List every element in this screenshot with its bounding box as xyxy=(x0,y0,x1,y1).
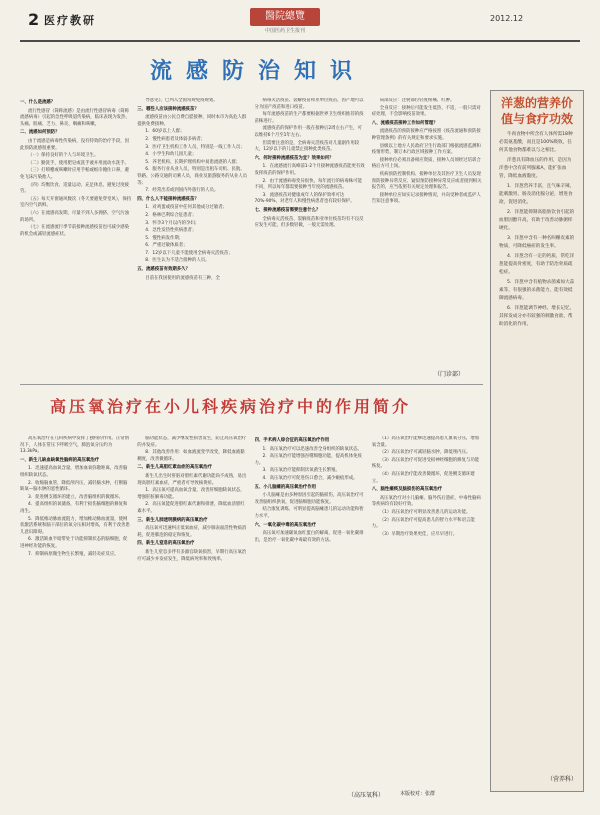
subheading: 六、何时接种流感疫苗为宜？效果如何？ xyxy=(254,155,334,161)
paragraph: 由于流感是病毒性传染病，没有特效的治疗手段，因此预防流感很重要。 xyxy=(20,138,129,151)
sidebar-paragraph: 牛肉食物中所含有人体所需18种必需氨基酸，而且是100%吸收，任何其他食物都难以与之相比。 xyxy=(499,132,573,153)
subheading: 七、接种流感疫苗需要注意什么？ xyxy=(254,207,321,213)
page-header xyxy=(0,0,600,44)
subheading: 一、什么是流感？ xyxy=(20,100,56,105)
paragraph: 8．其他改善作用：如血液流变学改变，降低血液黏稠度，改善微循环。 xyxy=(137,450,245,462)
paragraph: 每年流感疫苗的生产都要根据世界卫生组织推荐的疫苗株进行。 xyxy=(254,112,364,124)
paragraph: 4．急性发热性疾病患者； xyxy=(145,228,197,234)
paragraph: 目前在我国使用的流感疫苗有三种，全 xyxy=(145,275,220,281)
paragraph: 3．怀孕3个月以内的孕妇； xyxy=(145,220,200,226)
paragraph: （1）高压氧治疗可明显改善患儿的运动功能。 xyxy=(379,509,471,515)
paragraph: 脑功能状态，减少继发性损害发生，防止高压氧治疗的并发症。 xyxy=(137,436,247,448)
paragraph: （2）高压氧治疗可提高患儿的智力水平和语言能力。 xyxy=(371,517,475,530)
paragraph: （四）均衡饮食、适量运动、充足休息，避免过度疲劳。 xyxy=(20,182,129,195)
paragraph: 新生儿窒息多伴有多器官缺氧损害，早期行高压氧治疗可减少并发症发生，降低病死率和致残率。 xyxy=(137,549,247,562)
paragraph: 2．高压氧能促进胆红素代谢和排泄，降低血清胆红素水平。 xyxy=(137,502,245,514)
article-2-title: 高压氧治疗在小儿科疾病治疗中的作用简介 xyxy=(50,397,412,416)
article-2-col-2 xyxy=(137,436,248,796)
issue-date: 2012.12 xyxy=(490,14,524,23)
article-2-banner xyxy=(20,390,483,424)
paragraph: 3．高压氧治疗能抑制厌氧菌生长繁殖。 xyxy=(262,468,340,474)
subheading: 八、流感疫苗接种工作如何管理？ xyxy=(371,120,438,126)
paragraph: 流感疫苗的预防接种应严格按照《疫苗流通和预防接种管理条例》的有关规定和要求实施。 xyxy=(371,129,481,141)
article-1-col-1 xyxy=(20,98,131,374)
subheading: 四、什么人不能接种流感疫苗？ xyxy=(137,196,199,202)
paragraph: （五）每天开窗通风数次（冬天要避免穿堂风），保持室内空气新鲜。 xyxy=(20,196,132,209)
paragraph: 结合康复训练，可明显提高脑瘫患儿的运动功能和智力水平。 xyxy=(254,507,364,519)
article-1-col-2 xyxy=(137,98,248,374)
section-title: 医疗教研 xyxy=(44,14,96,27)
header-rule xyxy=(20,40,580,42)
paragraph: 2．由于流感病毒变异很快，每年流行的病毒株可能不同，所以每年都需要接种当年度的流感疫苗。 xyxy=(254,178,362,191)
article-1-col-3 xyxy=(255,98,366,374)
paragraph: 6．严重过敏体质者； xyxy=(145,243,188,249)
paragraph: 全病毒灭活疫苗、裂解疫苗和亚单位疫苗均有不良反应发生可能，但多数轻微，一般无需处理。 xyxy=(254,216,364,229)
paragraph: 6．激活缺血半暗带处于功能抑制状态的脑细胞，促进神经功能的恢复。 xyxy=(20,537,128,549)
paragraph: 导意见》，已列入全国常规免疫规划。 xyxy=(145,98,218,103)
paragraph: 1．高压氧可提高血氧含量，改善肝细胞缺氧状态，增强肝脏解毒功能。 xyxy=(137,488,245,500)
sidebar-paragraph: 4．洋葱含有一定的钙质，常吃洋葱能提高骨密度，有助于防治骨质疏松症。 xyxy=(499,254,575,275)
sidebar-title: 洋葱的营养价值与食疗功效 xyxy=(500,96,573,126)
paragraph: 5．慢性病发作期； xyxy=(145,235,184,241)
paragraph: 高压氧治疗在儿科疾病中发挥了独特的作用。正常情况下，人体在常压下呼吸空气，肺泡氧分压约为13.3kPa。 xyxy=(20,436,129,455)
sidebar-article xyxy=(490,90,584,792)
sidebar-body xyxy=(499,131,575,329)
sidebar-paragraph: 6．洋葱能调节神经、增长记忆，其挥发成分亦有较强的刺激食欲、帮助消化的作用。 xyxy=(499,306,575,327)
paragraph: 1．迅速提高血氧含量，增加血氧弥散距离，改善脑组织缺氧状态。 xyxy=(20,466,128,478)
article-1-banner xyxy=(20,46,483,92)
paragraph: 流感疫苗由公民自费自愿接种，同时本市为高危人群提供免费接种。 xyxy=(137,115,247,127)
paragraph: 4．小学生和幼儿园儿童； xyxy=(145,152,197,158)
paragraph: 3．医疗卫生机构工作人员，特别是一线工作人员； xyxy=(145,144,245,150)
paragraph: 6．服务行业从业人员，特别是出租车司机、民航、铁路、公路交通的司乘人员，商业及旅游服务的从业人员等； xyxy=(137,167,248,186)
paragraph: 2．慢性病患者及体弱多病者； xyxy=(145,136,206,142)
page-number: 2 xyxy=(28,10,40,29)
paragraph: 局部反应：注射部位轻度疼痛、红肿。 xyxy=(379,98,455,103)
paragraph: 但需要注意的是，全病毒灭活疫苗对儿童副作用较大，12岁以下的儿童禁止接种此类疫苗。 xyxy=(254,140,360,153)
paragraph: 接种单位应如实记录接种情况，并向受种者或监护人告知注意事项。 xyxy=(371,192,481,205)
paragraph: 7．经常出差或到国内外旅行的人员。 xyxy=(145,188,219,194)
subheading: 五、小儿脑瘫的高压氧治疗作用 xyxy=(254,484,316,490)
paragraph: 2．高压氧治疗能增强吞噬细胞功能，提高机体免疫力。 xyxy=(254,454,362,466)
paragraph: 5．降低椎动脉血流阻力，增加椎动脉血流量，使网状激活系统和脑干部位的氧分压相对增高，有利于改善患儿意识障碍。 xyxy=(20,516,130,535)
subheading: 三、新生儿肺透明膜病的高压氧治疗 xyxy=(137,517,208,523)
paragraph: 8．医生认为不适合接种的人员。 xyxy=(145,258,210,264)
sidebar-paragraph: 5．洋葱中含有植物杀菌素如大蒜素等，有很强的杀菌能力，能有效抵御流感病毒。 xyxy=(499,280,575,301)
paragraph: （2）高压氧治疗可减轻脑水肿，降低颅内压。 xyxy=(379,450,471,456)
paragraph: 5．养老机构、长期护理机构中易患流感的人群； xyxy=(145,159,241,165)
paragraph: （4）高压氧治疗能改善微循环，促进侧支循环建立。 xyxy=(371,471,475,484)
paragraph: （3）高压氧治疗可促进受损神经细胞的修复与功能恢复。 xyxy=(371,457,480,470)
subheading: 二、流感如何预防？ xyxy=(20,130,60,136)
paragraph: 1．在流感流行高峰前1-2个月接种流感疫苗能更有效发挥疫苗的保护作用。 xyxy=(254,164,365,176)
subheading: 五、流感疫苗有效期多久？ xyxy=(137,267,190,273)
section-divider xyxy=(20,384,483,385)
sidebar-paragraph: 1．洋葱营养丰富，且气味辛辣，能刺激胃、肠及消化腺分泌，增进食欲，促进消化。 xyxy=(499,184,575,205)
newspaper-logo: 醫院總覽 xyxy=(250,8,320,26)
paragraph: （七）在流感流行季节前接种流感疫苗也可减少感染的机会或减轻流感症状。 xyxy=(20,225,129,237)
main-content xyxy=(20,46,483,799)
paragraph: 流感疫苗的保护作用一般在接种后2周左右产生，可以维持6个月至1年左右。 xyxy=(254,126,362,138)
paragraph: （三）打喷嚏或咳嗽时应用手帕或纸巾掩住口鼻，避免飞沫污染他人。 xyxy=(20,168,129,180)
subheading: 八、脑性瘫痪及脑损伤的高压氧治疗 xyxy=(371,487,443,493)
article-2-col-1 xyxy=(20,436,131,796)
article-2-body xyxy=(20,436,483,796)
paragraph: 1．60岁以上人群； xyxy=(145,129,185,135)
logo-subtitle: 中国医药卫生报刊 xyxy=(264,28,305,34)
paragraph: 1．高压氧治疗可以迅速改善全身组织的缺氧状态。 xyxy=(262,446,362,452)
sidebar-paragraph: 2．洋葱能抑制高脂肪饮食引起的血胆固醇升高，有助于改善动脉粥样硬化。 xyxy=(499,210,575,231)
paragraph: 4．高压氧治疗可促进伤口愈合，减少瘢痕形成。 xyxy=(262,475,358,481)
paragraph: （六）在流感高发期，尽量不到人多拥挤、空气污浊的场所。 xyxy=(20,210,129,223)
paragraph: 全身反应：接种后可能发生低热、不适，一般只需对症处理，不会影响疫苗效果。 xyxy=(371,105,481,118)
paragraph: 疾病预防控制机构、接种单位及其医疗卫生人员发现预防接种异常反应、疑似预防接种异常反应或者接到相关报告的，应当依照有关规定处理和报告。 xyxy=(371,171,482,191)
paragraph: 4．提高组织的氧储备，有利于损伤脑细胞的修复和再生。 xyxy=(20,502,128,514)
subheading: 三、哪些人应该接种流感疫苗？ xyxy=(137,106,199,112)
article-2-author: （高压氧科） xyxy=(348,792,385,799)
proofreader-note: 本版校对：张群 xyxy=(400,791,436,797)
paragraph: （1）高压氧治疗能够迅速提高患儿血氧分压，增加氧含量。 xyxy=(371,436,480,448)
paragraph: （3）早期治疗效果更佳，应尽早进行。 xyxy=(379,531,458,537)
paragraph: 1．对鸡蛋或疫苗中任何其他成分过敏者； xyxy=(145,205,228,211)
paragraph: （二）勤洗手，使用肥皂或洗手液并用流动水洗手。 xyxy=(28,160,129,166)
paragraph: 3．促进侧支循环的建立，改善脑组织的微循环。 xyxy=(28,494,123,500)
subheading: 一、新生儿缺血缺氧性脑病的高压氧治疗 xyxy=(20,457,100,463)
paragraph: （一）保持良好的个人与环境卫生。 xyxy=(28,153,99,159)
subheading: 四、新生儿窒息的高压氧治疗 xyxy=(137,541,195,547)
paragraph: 高压氧治疗对小儿脑瘫、脑外伤后遗症、中毒性脑病等疾病均有较好疗效。 xyxy=(371,495,481,508)
paragraph: 流行性感冒（简称流感）是由流行性感冒病毒（简称流感病毒）引起的急性呼吸道传染病，临床表现为发热、头痛、肌痛、乏力、鼻炎、咽痛和咳嗽。 xyxy=(20,108,130,127)
article-1-title: 流感防治知识 xyxy=(150,58,367,84)
article-2-col-4 xyxy=(372,436,483,796)
subheading: 二、新生儿高胆红素血症的高压氧治疗 xyxy=(137,465,212,471)
paragraph: 小儿脑瘫是由多种原因引起的脑损伤，高压氧治疗可改善脑组织供氧，促进脑细胞功能恢复。 xyxy=(254,493,364,505)
article-1-author: （门诊部） xyxy=(434,371,465,378)
sidebar-paragraph: 洋葱具有降血压的作用，是因为洋葱中含有前列腺素A，能扩张血管，降低血液黏度。 xyxy=(499,158,572,179)
article-1-body xyxy=(20,98,483,374)
article-2-col-3 xyxy=(255,436,366,796)
paragraph: 7．抑制病原微生物生长繁殖，减轻炎症反应。 xyxy=(28,551,119,557)
subheading: 四、手术病人综合征的高压氧治疗作用 xyxy=(254,438,330,443)
paragraph: 病毒灭活疫苗、裂解疫苗和亚单位疫苗，因产地可以分为国产疫苗和进口疫苗。 xyxy=(254,98,364,110)
paragraph: 高压氧可加速碳氧血红蛋白的解离，促进一氧化碳排出，是治疗一氧化碳中毒最有效的方法。 xyxy=(254,531,364,543)
paragraph: 3．流感疫苗对健康成年人的保护效率可达70%-90%，对老年人和慢性病患者也有较好保护。 xyxy=(254,192,355,205)
paragraph: 2．收缩脑血管，降低颅内压，减轻脑水肿，打断脑缺氧—脑水肿的恶性循环。 xyxy=(20,480,128,493)
paragraph: 高压氧可迅速纠正低氧血症，减少肺表面活性物质消耗，促进肺泡的稳定和恢复。 xyxy=(137,526,247,538)
paragraph: 2．格林巴利综合征患者； xyxy=(145,212,197,218)
paragraph: 新生儿出生时肝脏对胆红素代谢功能尚不成熟，易出现高胆红素血症，严重者可导致核黄疸。 xyxy=(137,473,247,486)
paragraph: 接种单位必须具备相应资质，接种人员须经过培训合格后方可上岗。 xyxy=(371,157,481,170)
paragraph: 县级以上地方人民政府卫生行政部门根据流感监测和疫情形势，制订本行政区域接种工作方案。 xyxy=(371,143,481,156)
subheading: 六、一氧化碳中毒的高压氧治疗 xyxy=(254,522,316,528)
article-1-col-4 xyxy=(372,98,483,374)
sidebar-author: （营养科） xyxy=(546,776,577,783)
sidebar-paragraph: 3．洋葱中含有一种名叫槲皮素的物质，可降低癌症的发生率。 xyxy=(499,236,575,249)
paragraph: 7．12岁以下儿童不能使用全病毒灭活疫苗； xyxy=(145,250,233,256)
